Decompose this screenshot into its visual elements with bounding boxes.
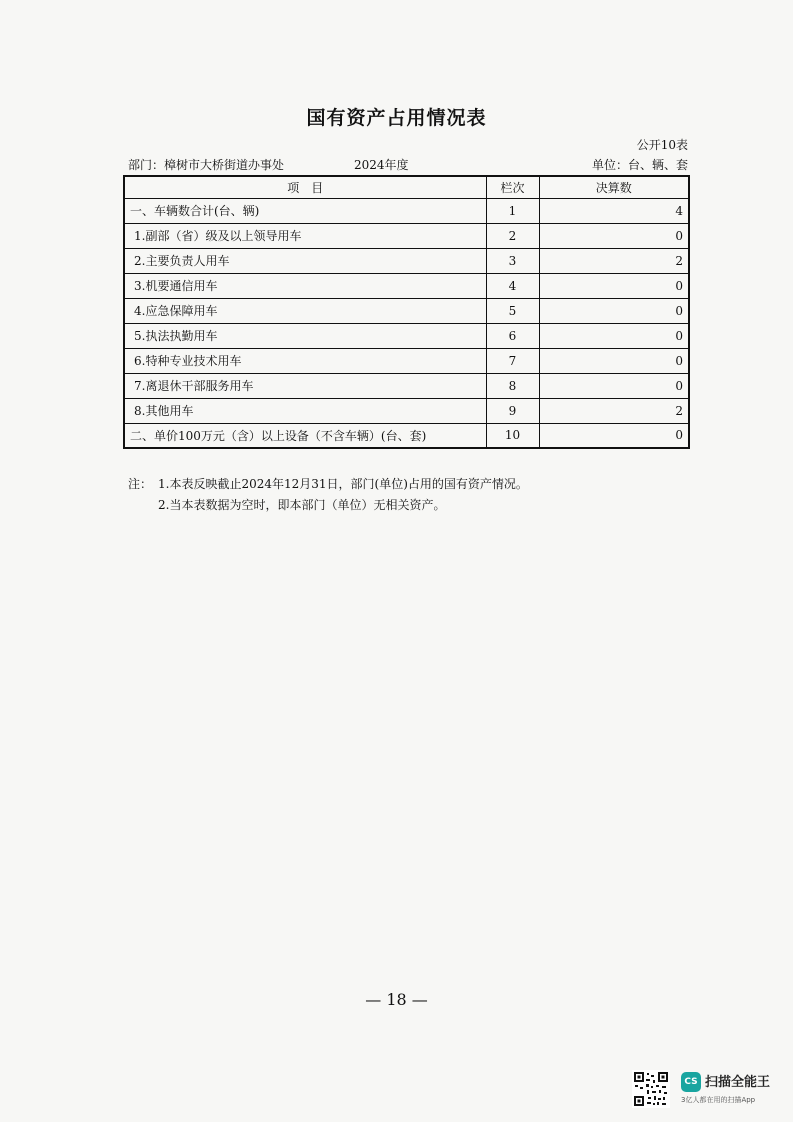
row-value: 2 [539, 248, 689, 273]
row-item: 8.其他用车 [124, 398, 486, 423]
row-item: 1.副部（省）级及以上领导用车 [124, 223, 486, 248]
row-value: 0 [539, 423, 689, 448]
table-row [124, 373, 689, 398]
header-value: 决算数 [539, 176, 689, 198]
note-item: 1.本表反映截止2024年12月31日，部门(单位)占用的国有资产情况。 [158, 477, 528, 491]
row-item: 二、单价100万元（含）以上设备（不含车辆）(台、套) [124, 423, 486, 448]
fiscal-year: 2024年度 [354, 158, 409, 172]
table-header-row [124, 176, 689, 198]
row-item: 2.主要负责人用车 [124, 248, 486, 273]
row-value: 0 [539, 298, 689, 323]
note-line [128, 495, 688, 516]
row-value: 0 [539, 323, 689, 348]
scanner-logo-icon: CS [681, 1072, 701, 1092]
page-number: — 18 — [365, 990, 428, 1009]
row-line-no: 8 [486, 373, 539, 398]
row-line-no: 2 [486, 223, 539, 248]
asset-table-wrapper [123, 175, 688, 449]
header-line-no: 栏次 [486, 176, 539, 198]
row-line-no: 7 [486, 348, 539, 373]
table-row [124, 248, 689, 273]
table-row [124, 198, 689, 223]
row-item: 4.应急保障用车 [124, 298, 486, 323]
row-line-no: 10 [486, 423, 539, 448]
row-line-no: 4 [486, 273, 539, 298]
header-item: 项 目 [124, 176, 486, 198]
row-line-no: 1 [486, 198, 539, 223]
page-title: 国有资产占用情况表 [306, 107, 487, 129]
row-value: 0 [539, 348, 689, 373]
row-item: 3.机要通信用车 [124, 273, 486, 298]
scanner-watermark [632, 1070, 780, 1110]
row-item: 5.执法执勤用车 [124, 323, 486, 348]
row-line-no: 9 [486, 398, 539, 423]
table-row [124, 348, 689, 373]
row-line-no: 6 [486, 323, 539, 348]
table-row [124, 398, 689, 423]
row-value: 0 [539, 373, 689, 398]
table-row [124, 298, 689, 323]
table-row [124, 323, 689, 348]
scanner-title: 扫描全能王 [705, 1075, 771, 1090]
note-item: 2.当本表数据为空时，即本部门（单位）无相关资产。 [158, 498, 446, 512]
row-line-no: 3 [486, 248, 539, 273]
department-label: 部门：樟树市大桥街道办事处 [128, 158, 285, 172]
table-row [124, 223, 689, 248]
asset-table [123, 175, 690, 449]
note-prefix: 注： [128, 477, 153, 491]
notes [128, 474, 688, 516]
unit-label: 单位：台、辆、套 [591, 158, 688, 172]
row-value: 0 [539, 223, 689, 248]
row-item: 一、车辆数合计(台、辆) [124, 198, 486, 223]
meta-line [128, 156, 688, 174]
row-item: 7.离退休干部服务用车 [124, 373, 486, 398]
row-value: 4 [539, 198, 689, 223]
form-code: 公开10表 [636, 138, 688, 152]
scanner-subtitle: 3亿人都在用的扫描App [681, 1096, 756, 1104]
table-row [124, 423, 689, 448]
row-line-no: 5 [486, 298, 539, 323]
qr-code-icon [632, 1070, 670, 1108]
row-item: 6.特种专业技术用车 [124, 348, 486, 373]
row-value: 0 [539, 273, 689, 298]
table-row [124, 273, 689, 298]
row-value: 2 [539, 398, 689, 423]
note-line [128, 474, 688, 495]
